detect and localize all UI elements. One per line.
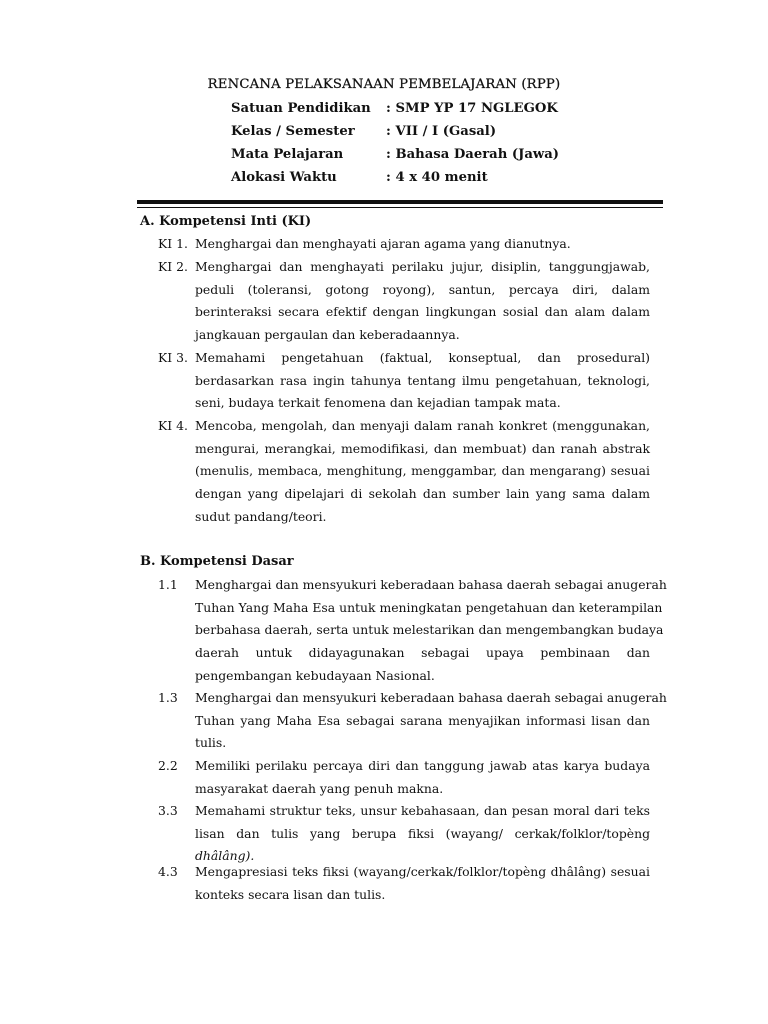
ki-line: peduli (toleransi, gotong royong), santun, percaya diri, dalam	[195, 281, 650, 297]
header-divider-thin	[137, 207, 663, 208]
kd-line: konteks secara lisan dan tulis.	[195, 886, 386, 902]
kd-line: lisan dan tulis yang berupa fiksi (wayang/ cerkak/folklor/topèng	[195, 825, 650, 841]
ki-line: Memahami pengetahuan (faktual, konseptual, dan prosedural)	[195, 350, 650, 365]
meta-label: Mata Pelajaran	[231, 147, 344, 162]
section-a-heading: A. Kompetensi Inti (KI)	[140, 214, 312, 229]
meta-label: Alokasi Waktu	[231, 170, 337, 185]
meta-value: : SMP YP 17 NGLEGOK	[386, 101, 558, 116]
ki-line: dengan yang dipelajari di sekolah dan sumber lain yang sama dalam	[195, 486, 650, 502]
ki-number: KI 1.	[158, 236, 188, 251]
kd-line: Memiliki perilaku percaya diri dan tanggung jawab atas karya budaya	[195, 758, 650, 773]
kd-line: Tuhan Yang Maha Esa untuk meningkatan pengetahuan dan keterampilan	[195, 599, 663, 615]
meta-value: : 4 x 40 menit	[386, 170, 488, 185]
header-divider-thick	[137, 200, 663, 204]
kd-line: tulis.	[195, 735, 227, 751]
document-title: RENCANA PELAKSANAAN PEMBELAJARAN (RPP)	[207, 77, 561, 92]
kd-number: 1.3	[158, 690, 178, 705]
kd-number: 2.2	[158, 758, 178, 773]
kd-number: 3.3	[158, 803, 178, 818]
ki-line: berdasarkan rasa ingin tahunya tentang ilmu pengetahuan, teknologi,	[195, 372, 650, 388]
meta-label: Satuan Pendidikan	[231, 101, 371, 116]
kd-line: pengembangan kebudayaan Nasional.	[195, 667, 435, 683]
ki-line: Menghargai dan menghayati perilaku jujur, disiplin, tanggungjawab,	[195, 259, 650, 274]
ki-line: mengurai, merangkai, memodifikasi, dan membuat) dan ranah abstrak	[195, 440, 650, 456]
kd-line: Menghargai dan mensyukuri keberadaan bahasa daerah sebagai anugerah	[195, 690, 667, 705]
kd-line: dhâlâng).	[195, 848, 255, 864]
kd-line: Menghargai dan mensyukuri keberadaan bahasa daerah sebagai anugerah	[195, 577, 667, 592]
meta-label: Kelas / Semester	[231, 124, 355, 139]
ki-number: KI 4.	[158, 418, 188, 433]
section-b-heading: B. Kompetensi Dasar	[140, 554, 294, 569]
kd-number: 1.1	[158, 577, 178, 592]
kd-line: Mengapresiasi teks fiksi (wayang/cerkak/folklor/topèng dhâlâng) sesuai	[195, 864, 650, 879]
ki-number: KI 2.	[158, 259, 188, 274]
ki-line: jangkauan pergaulan dan keberadaannya.	[195, 327, 460, 343]
kd-line: daerah untuk didayagunakan sebagai upaya pembinaan dan	[195, 645, 650, 661]
ki-line: berinteraksi secara efektif dengan lingkungan sosial dan alam dalam	[195, 304, 650, 320]
meta-value: : Bahasa Daerah (Jawa)	[386, 147, 560, 162]
ki-line: Menghargai dan menghayati ajaran agama yang dianutnya.	[195, 236, 571, 251]
ki-line: Mencoba, mengolah, dan menyaji dalam ranah konkret (menggunakan,	[195, 418, 650, 433]
kd-number: 4.3	[158, 864, 178, 879]
kd-line: berbahasa daerah, serta untuk melestarikan dan mengembangkan budaya	[195, 622, 664, 638]
kd-line: Tuhan yang Maha Esa sebagai sarana menyajikan informasi lisan dan	[195, 712, 650, 728]
kd-line: masyarakat daerah yang penuh makna.	[195, 780, 444, 796]
ki-line: (menulis, membaca, menghitung, menggambar, dan mengarang) sesuai	[195, 463, 650, 479]
ki-line: seni, budaya terkait fenomena dan kejadian tampak mata.	[195, 395, 561, 411]
meta-value: : VII / I (Gasal)	[386, 124, 497, 139]
ki-number: KI 3.	[158, 350, 188, 365]
kd-line: Memahami struktur teks, unsur kebahasaan, dan pesan moral dari teks	[195, 803, 650, 818]
ki-line: sudut pandang/teori.	[195, 508, 327, 524]
